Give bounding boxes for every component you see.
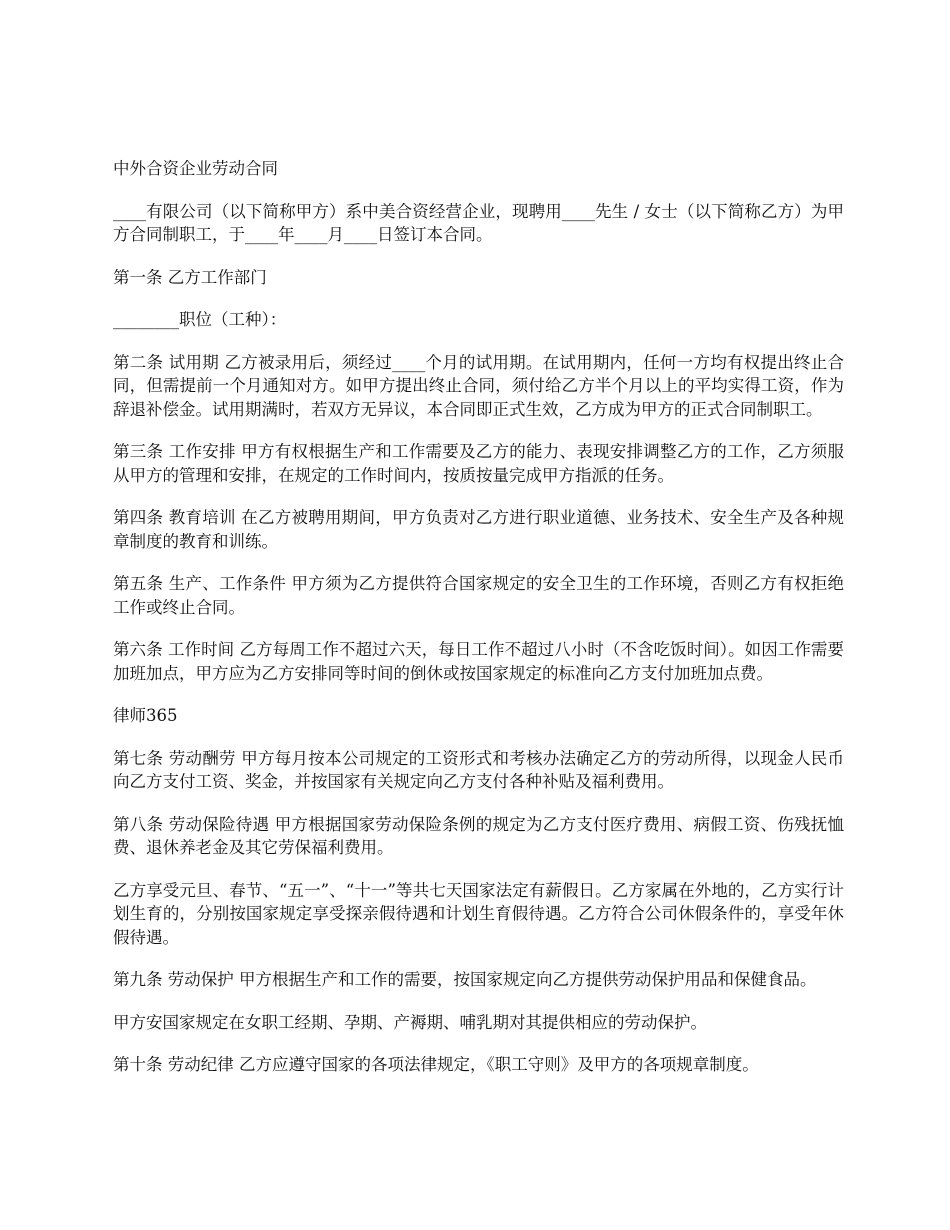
paragraph-article-5: 第五条 生产、工作条件 甲方须为乙方提供符合国家规定的安全卫生的工作环境，否则乙方有权拒绝工作或终止合同。 (113, 574, 844, 617)
paragraph-holidays: 乙方享受元旦、春节、“五一”、“十一”等共七天国家法定有薪假日。乙方家属在外地的，乙方实行计划生育的，分别按国家规定享受探亲假待遇和计划生育假待遇。乙方符合公司休假条件的，享受年休假待遇。 (113, 880, 844, 947)
paragraph-article-9: 第九条 劳动保护 甲方根据生产和工作的需要，按国家规定向乙方提供劳动保护用品和保健食品。 (113, 970, 817, 989)
document-title: 中外合资企业劳动合同 (113, 159, 278, 178)
paragraph-article-8: 第八条 劳动保险待遇 甲方根据国家劳动保险条例的规定为乙方支付医疗费用、病假工资、伤残抚恤费、退休养老金及其它劳保福利费用。 (113, 814, 844, 857)
paragraph-article-1: 第一条 乙方工作部门 (113, 267, 267, 287)
paragraph-article-6: 第六条 工作时间 乙方每周工作不超过六天，每日工作不超过八小时（不含吃饭时间）。如因工作需要加班加点，甲方应为乙方安排同等时间的倒休或按国家规定的标准向乙方支付加班加点费。 (113, 640, 844, 683)
paragraph-article-2: 第二条 试用期 乙方被录用后，须经过____个月的试用期。在试用期内，任何一方均有权提出终止合同，但需提前一个月通知对方。如甲方提出终止合同，须付给乙方半个月以上的平均实得工资，作为辞退补偿金。试用期满时，若双方无异议，本合同即正式生效，乙方成为甲方的正式合同制职工。 (113, 352, 844, 419)
paragraph-position: ________职位（工种）： (113, 310, 287, 329)
paragraph-source-note: 律师365 (113, 706, 178, 725)
paragraph-female-protection: 甲方安国家规定在女职工经期、孕期、产褥期、哺乳期对其提供相应的劳动保护。 (113, 1012, 707, 1032)
paragraph-article-7: 第七条 劳动酬劳 甲方每月按本公司规定的工资形式和考核办法确定乙方的劳动所得，以现金人民币向乙方支付工资、奖金，并按国家有关规定向乙方支付各种补贴及福利费用。 (113, 748, 844, 791)
paragraph-article-10: 第十条 劳动纪律 乙方应遵守国家的各项法律规定，《职工守则》及甲方的各项规章制度。 (113, 1055, 759, 1074)
paragraph-intro: ____有限公司（以下简称甲方）系中美合资经营企业，现聘用____先生 / 女士（以下简称乙方）为甲方合同制职工，于____年____月____日签订本合同。 (113, 201, 844, 244)
paragraph-article-3: 第三条 工作安排 甲方有权根据生产和工作需要及乙方的能力、表现安排调整乙方的工作，乙方须服从甲方的管理和安排，在规定的工作时间内，按质按量完成甲方指派的任务。 (113, 442, 844, 485)
paragraph-article-4: 第四条 教育培训 在乙方被聘用期间，甲方负责对乙方进行职业道德、业务技术、安全生产及各种规章制度的教育和训练。 (113, 508, 844, 551)
